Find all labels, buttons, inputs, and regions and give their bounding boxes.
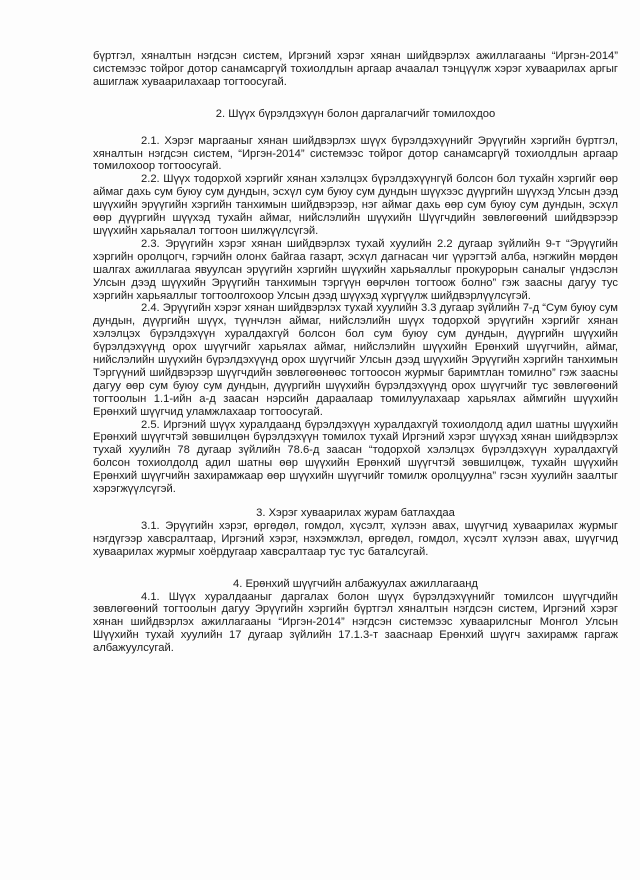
paragraph-2-1: 2.1. Хэрэг маргааныг хянан шийдвэрлэх шүүх бүрэлдэхүүнийг Эрүүгийн хэргийн бүртгэл, хяналтын нэгдсэн систем, “Иргэн-2014” системээс тойрог дотор санамсаргүй тохиолдлын аргаар томилохоор тогтоосугай. (93, 134, 618, 173)
spacer (93, 121, 618, 135)
paragraph-4-1: 4.1. Шүүх хуралдааныг даргалах болон шүүх бүрэлдэхүүнийг томилсон шүүгчдийн зөвлөгөөний тогтоолын дагуу Эрүүгийн хэргийн бүртгэл хяналтын нэгдсэн систем, Иргэний хэрэг хянан шийдвэрлэх ажиллагааны “Иргэн-2014” нэгдсэн системээс хуваарилсныг Монгол Улсын Шүүхийн тухай хуулийн 17 дугаар зүйлийн 17.1.3-т зааснаар Ерөнхий шүүгч захирамж гаргаж албажуулсугай. (93, 590, 618, 655)
document-body (93, 50, 618, 655)
paragraph-2-2: 2.2. Шүүх тодорхой хэргийг хянан хэлэлцэх бүрэлдэхүүнгүй болсон бол тухайн хэргийг өөр аймаг дахь сум буюу сум дундын, эсхүл сум буюу сум дундын шүүхээс дүүргийн шүүхэд Улсын дээд шүүхийн эрүүгийн хэргийн танхимын шийдвэрээр, нэг аймаг дахь өөр сум буюу сум дундын, эсхүл өөр дүүргийн шүүхэд тухайн аймаг, нийслэлийн шүүхийн Шүүгчдийн зөвлөгөөний шийдвэрээр шүүхийн харьяалал тогтоон шилжүүлсүгэй. (93, 173, 618, 237)
paragraph-2-5: 2.5. Иргэний шүүх хуралдаанд бүрэлдэхүүн хуралдахгүй тохиолдолд адил шатны шүүхийн Ерөнхий шүүгчтэй зөвшилцөн бүрэлдэхүүн томилох тухай Иргэний хэрэг шүүхэд хянан шийдвэрлэх тухай хуулийн 78 дугаар зүйлийн 78.6-д заасан “тодорхой хэлэлцэх бүрэлдэхүүн хуралдахгүй болсон тохиолдолд адил шатны өөр шүүхийн Ерөнхий шүүгчтэй зөвшилцөж, тухайн шүүхийн Ерөнхий шүүгчийн захирамжаар өөр шүүхийн шүүгчийг томилж оролцуулна” гэсэн хуулийн заалтыг хэрэгжүүлсүгэй. (93, 418, 618, 496)
intro-paragraph: бүртгэл, хяналтын нэгдсэн систем, Иргэний хэрэг хянан шийдвэрлэх ажиллагааны “Иргэн-2014” системээс тойрог дотор санамсаргүй тохиолдлын аргаар ачаалал тэнцүүлж хэрэг хуваарилах аргыг ашиглаж хуваарилахаар тогтоосугай. (93, 50, 618, 88)
section-3-heading: 3. Хэрэг хуваарилах журам батлахдаа (256, 507, 455, 519)
paragraph-3-1: 3.1. Эрүүгийн хэрэг, өргөдөл, гомдол, хүсэлт, хүлээн авах, шүүгчид хуваарилах журмыг нэгдүгээр хавсралтаар, Иргэний хэрэг, нэхэмжлэл, өргөдөл, гомдол, хүсэлт хүлээн авах, шүүгчид хуваарилах журмыг хоёрдугаар хавсралтаар тус тус баталсугай. (93, 519, 618, 558)
paragraph-2-3: 2.3. Эрүүгийн хэрэг хянан шийдвэрлэх тухай хуулийн 2.2 дугаар зүйлийн 9-т “Эрүүгийн хэргийн оролцогч, гэрчийн олонх байгаа газарт, эсхүл дагнасан чиг үүрэгтэй алба, нэгжийн мөрдөн шалгах ажиллагаа явуулсан эрүүгийн хэргийн шүүхийн харьяаллыг прокурорын саналыг үндэслэн Улсын дээд шүүхийн Эрүүгийн танхимын тэргүүн өөрчлөн тогтоож болно” гэж заасны дагуу тус хэргийн харьяаллыг тогтоолгохоор Улсын дээд шүүхэд хүргүүлж шийдвэрлүүлсүгэй. (93, 237, 618, 302)
section-2-heading: 2. Шүүх бүрэлдэхүүн болон даргалагчийг томилохдоо (215, 107, 496, 120)
spacer (93, 559, 618, 578)
spacer (93, 496, 618, 507)
paragraph-2-4: 2.4. Эрүүгийн хэрэг хянан шийдвэрлэх тухай хуулийн 3.3 дугаар зүйлийн 7-д “Сум буюу сум дундын, дүүргийн шүүх, түүнчлэн аймаг, нийслэлийн шүүх тодорхой эрүүгийн хэргийг хянан хэлэлцэх бүрэлдэхүүн хуралдахгүй болсон бол сум буюу сум дундын, дүүргийн шүүхийн бүрэлдэхүүнд орох шүүгчийг харьялах аймаг, нийслэлийн шүүхийн Ерөнхий шүүгчийн, аймаг, нийслэлийн шүүхийн бүрэлдэхүүнд орох шүүгчийг Улсын дээд шүүхийн Эрүүгийн хэргийн танхимын Тэргүүний шийдвэрээр шүүгчдийн зөвлөгөөнөөс тогтоосон журмыг баримтлан томилно” гэж заасны дагуу өөр сум буюу сум дундын, дүүргийн шүүхийн бүрэлдэхүүнд орох шүүгчийг тус зөвлөгөөний тогтоолын 1.1-ийн а-д заасан нэрсийн дараалаар томилуулахаар харьялах аймгийн шүүхийн Ерөнхий шүүгчид уламжлахаар тогтоосугай. (93, 302, 618, 418)
spacer (93, 89, 618, 108)
section-4-heading: 4. Ерөнхий шүүгчийн албажуулах ажиллагаанд (233, 577, 478, 590)
